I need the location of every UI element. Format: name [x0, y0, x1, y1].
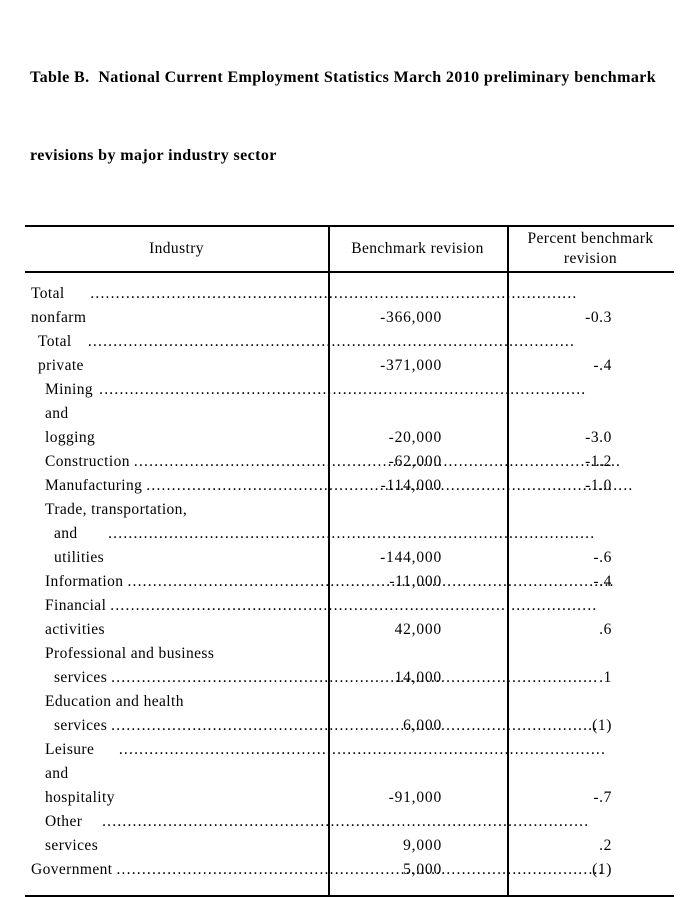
industry-cell: [25, 570, 328, 594]
industry-label: Trade, transportation,: [45, 501, 188, 518]
industry-label: Other services: [45, 813, 99, 854]
industry-cell: [25, 498, 328, 570]
document-page: [0, 13, 694, 878]
industry-cell: [25, 282, 328, 330]
table-row: [25, 642, 674, 690]
table-row: [25, 282, 674, 330]
industry-cell: [25, 450, 328, 474]
industry-label: services: [54, 669, 108, 686]
table-row: [25, 690, 674, 738]
table-row: [25, 858, 674, 882]
table-row: [25, 378, 674, 450]
industry-label: Construction: [45, 453, 130, 470]
industry-label: services: [54, 717, 108, 734]
benchmark-revision-value: 6,000: [403, 717, 442, 734]
percent-benchmark-revision-value: .2: [599, 837, 612, 854]
industry-label: Government: [31, 861, 113, 878]
table-title-line-2: revisions by major industry sector: [30, 147, 277, 164]
industry-cell: [25, 330, 328, 378]
column-separator-2: [507, 227, 509, 895]
benchmark-revisions-table: [25, 225, 674, 897]
industry-label: and utilities: [54, 525, 105, 566]
benchmark-revision-value: 5,000: [403, 861, 442, 878]
percent-benchmark-revision-value: -3.0: [585, 429, 612, 446]
benchmark-revision-value: -62,000: [388, 453, 442, 470]
table-row: [25, 570, 674, 594]
industry-cell: [25, 378, 328, 450]
benchmark-revision-value: -371,000: [380, 357, 442, 374]
industry-label: Financial activities: [45, 597, 107, 638]
industry-label: Manufacturing: [45, 477, 143, 494]
industry-cell: [25, 594, 328, 642]
industry-cell: [25, 858, 328, 882]
benchmark-revision-value: 42,000: [394, 621, 442, 638]
industry-label: Mining and logging: [45, 381, 96, 446]
table-row: [25, 738, 674, 810]
table-row: [25, 474, 674, 498]
table-row: [25, 810, 674, 858]
industry-label: Professional and business: [45, 645, 215, 662]
table-body: [25, 273, 674, 895]
percent-benchmark-revision-value: -1.0: [585, 477, 612, 494]
industry-label: Total private: [38, 333, 84, 374]
column-header-industry: Industry: [149, 240, 204, 257]
column-header-percent-benchmark-revision: Percent benchmark revision: [527, 230, 654, 267]
table-row: [25, 450, 674, 474]
leader-dots: [88, 330, 575, 354]
column-separator-1: [328, 227, 330, 895]
percent-benchmark-revision-value: -.4: [593, 357, 612, 374]
industry-cell: [25, 738, 328, 810]
leader-dots: [110, 594, 597, 618]
benchmark-revision-value: -366,000: [380, 309, 442, 326]
column-header-benchmark-revision: Benchmark revision: [351, 240, 484, 257]
percent-benchmark-revision-value: -.6: [593, 549, 612, 566]
benchmark-revision-value: -144,000: [380, 549, 442, 566]
percent-benchmark-revision-value: .1: [599, 669, 612, 686]
leader-dots: [90, 282, 577, 306]
benchmark-revision-value: -91,000: [388, 789, 442, 806]
percent-benchmark-revision-value: -.4: [593, 573, 612, 590]
leader-dots: [119, 738, 606, 762]
table-row: [25, 594, 674, 642]
leader-dots: [102, 810, 589, 834]
industry-label: Total nonfarm: [31, 285, 87, 326]
table-row: [25, 330, 674, 378]
percent-benchmark-revision-value: (1): [592, 717, 612, 734]
percent-benchmark-revision-value: -0.3: [585, 309, 612, 326]
table-header-row: [25, 227, 674, 273]
percent-benchmark-revision-value: -.7: [593, 789, 612, 806]
table-row: [25, 498, 674, 570]
benchmark-revision-value: 14,000: [394, 669, 442, 686]
industry-label: Education and health: [45, 693, 184, 710]
leader-dots: [99, 378, 586, 402]
industry-cell: [25, 810, 328, 858]
benchmark-revision-value: 9,000: [403, 837, 442, 854]
percent-benchmark-revision-value: .6: [599, 621, 612, 638]
industry-label: Information: [45, 573, 124, 590]
table-title: [30, 13, 670, 221]
percent-benchmark-revision-value: (1): [592, 861, 612, 878]
leader-dots: [108, 522, 595, 546]
benchmark-revision-value: -20,000: [388, 429, 442, 446]
industry-cell: [25, 642, 328, 690]
benchmark-revision-value: -11,000: [389, 573, 442, 590]
industry-cell: [25, 474, 328, 498]
percent-benchmark-revision-value: -1.2: [585, 453, 612, 470]
industry-cell: [25, 690, 328, 738]
benchmark-revision-value: -114,000: [380, 477, 442, 494]
industry-label: Leisure and hospitality: [45, 741, 115, 806]
table-title-line-1: Table B. National Current Employment Statistics March 2010 preliminary benchmark: [30, 69, 657, 86]
